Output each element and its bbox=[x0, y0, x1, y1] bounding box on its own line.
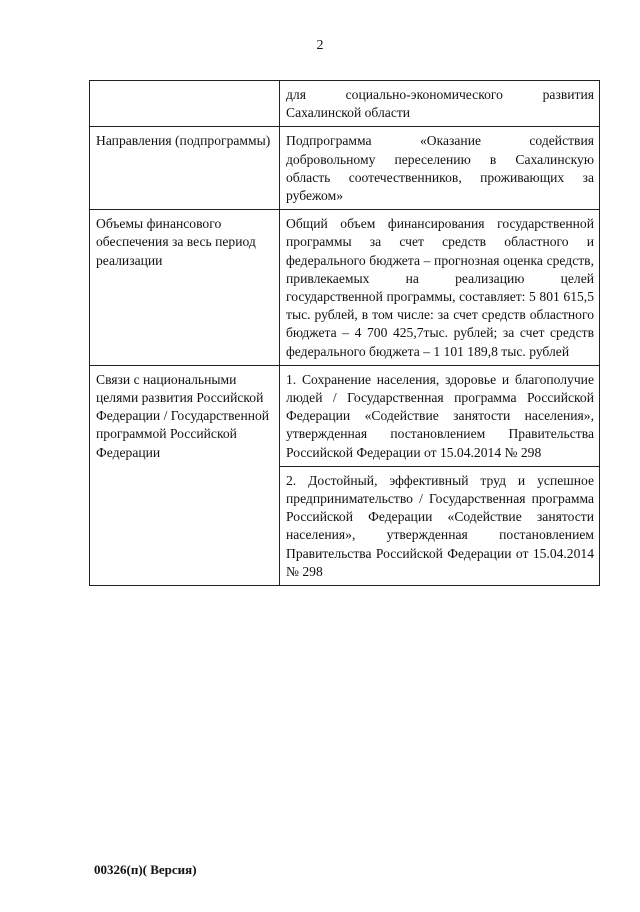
page-number: 2 bbox=[316, 38, 324, 53]
table-row bbox=[90, 365, 600, 466]
row-label bbox=[90, 81, 280, 127]
row-label: Направления (подпрограммы) bbox=[90, 127, 280, 210]
row-value: Общий объем финансирования государственной программы за счет средств областного и федерального бюджета – прогнозная оценка средств, привлекаемых на реализацию целей государственной программы, составляет: 5 801 615,5 тыс. рублей, в том числе: за счет средств областного бюджета – 4 700 425,7тыс. рублей; за счет средств федерального бюджета – 1 101 189,8 тыс. рублей bbox=[280, 210, 600, 366]
table-row bbox=[90, 81, 600, 127]
document-version-code: 00326(п)( Версия) bbox=[94, 862, 197, 877]
passport-table bbox=[89, 80, 600, 586]
row-label: Связи с национальными целями развития Российской Федерации / Государственной программой Российской Федерации bbox=[90, 365, 280, 585]
row-value: для социально-экономического развития Сахалинской области bbox=[280, 81, 600, 127]
row-value: 1. Сохранение населения, здоровье и благополучие людей / Государственная программа Российской Федерации «Содействие занятости населения», утвержденная постановлением Правительства Российской Федерации от 15.04.2014 № 298 bbox=[280, 365, 600, 466]
table-row bbox=[90, 127, 600, 210]
row-value: 2. Достойный, эффективный труд и успешное предпринимательство / Государственная программа Российской Федерации «Содействие занятости населения», утвержденная постановлением Правительства Российской Федерации от 15.04.2014 № 298 bbox=[280, 466, 600, 585]
row-label: Объемы финансового обеспечения за весь период реализации bbox=[90, 210, 280, 366]
table-row bbox=[90, 210, 600, 366]
row-value: Подпрограмма «Оказание содействия добровольному переселению в Сахалинскую область соотечественников, проживающих за рубежом» bbox=[280, 127, 600, 210]
